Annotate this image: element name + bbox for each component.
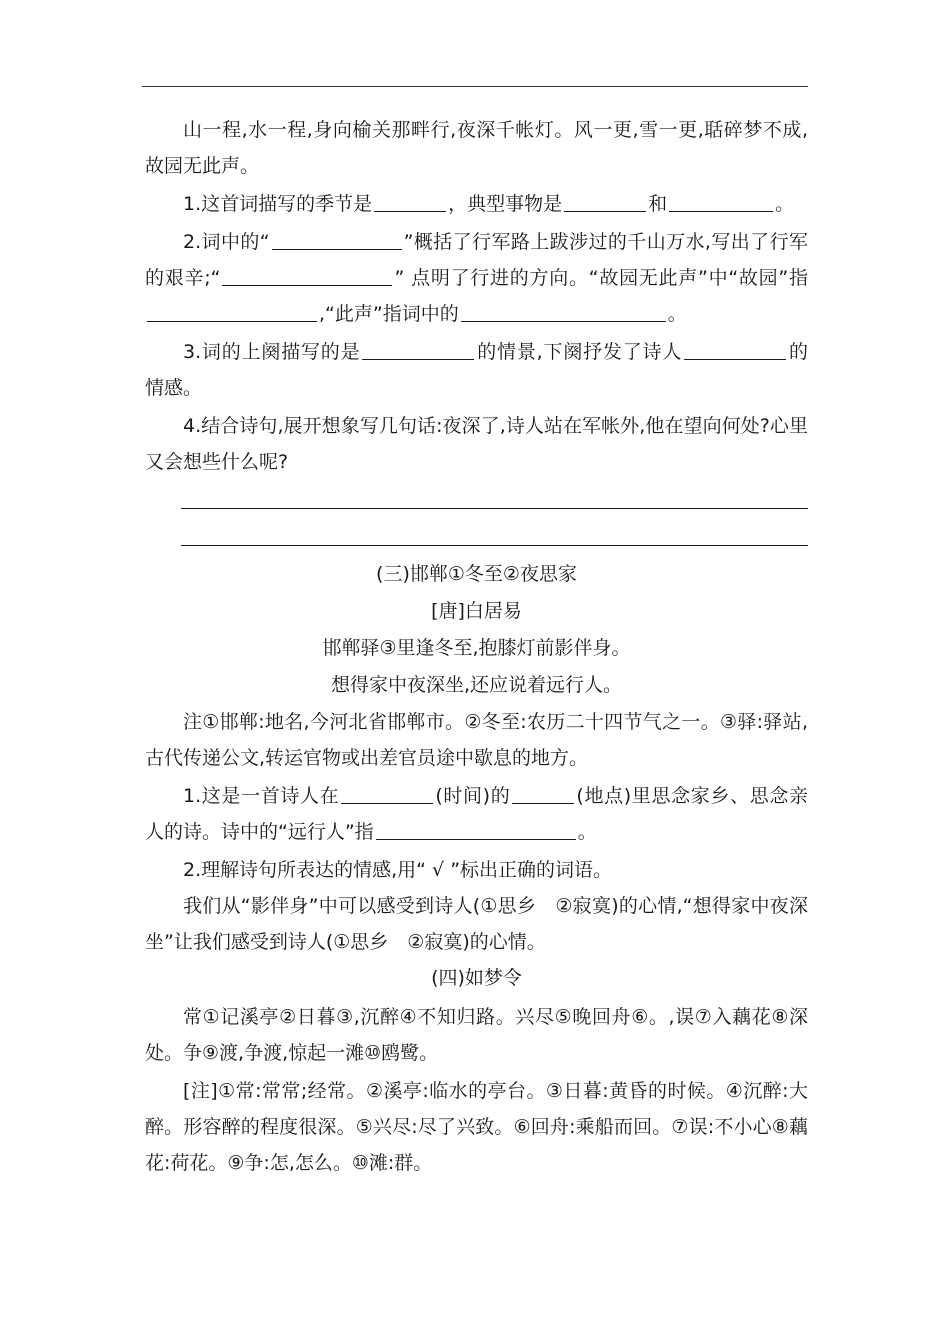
answer-blank[interactable] (362, 338, 474, 360)
question-text: ,“此声”指词中的 (319, 303, 459, 325)
question-text: 2.词中的“ (183, 231, 270, 253)
header-rule (142, 86, 808, 87)
answer-blank[interactable] (564, 190, 646, 212)
question-text: ，典型事物是 (448, 193, 563, 215)
question-text: 的情景,下阕抒发了诗人 (476, 341, 683, 363)
question-2 (145, 224, 808, 332)
answer-blank[interactable] (376, 818, 576, 840)
answer-blank[interactable] (341, 782, 433, 804)
question-4: 4.结合诗句,展开想象写几句话:夜深了,诗人站在军帐外,他在望向何处?心里又会想些什么呢? (145, 415, 808, 473)
question-text: (地点)里思念家乡、思念亲人的诗。诗中的“远行人”指 (145, 785, 809, 843)
question-1 (145, 186, 808, 222)
question-text: 和 (648, 193, 668, 215)
question-text: 3.词的上阕描写的是 (183, 341, 361, 363)
poem2-question-1 (145, 778, 808, 850)
poem2-line-1: 邯郸驿③里逢冬至,抱膝灯前影伴身。 (322, 637, 631, 659)
answer-blank[interactable] (461, 300, 666, 322)
poem2-line-2: 想得家中夜深坐,还应说着远行人。 (330, 674, 623, 696)
question-text: 。 (775, 193, 795, 215)
question-text: 1.这是一首诗人在 (183, 785, 340, 807)
answer-blank[interactable] (272, 228, 402, 250)
poem1-text: 山一程,水一程,身向榆关那畔行,夜深千帐灯。风一更,雪一更,聒碎梦不成,故园无此声。 (145, 119, 808, 177)
poem3-note: [注]①常:常常;经常。②溪亭:临水的亭台。③日暮:黄昏的时候。④沉醉:大醉。形容醉的程度很深。⑤兴尽:尽了兴致。⑥回舟:乘船而回。⑦误:不小心⑧藕花:荷花。⑨争:怎,怎么。⑩滩:群。 (145, 1080, 808, 1174)
answer-blank[interactable] (222, 264, 392, 286)
question-text: 。 (667, 303, 687, 325)
worksheet-content (145, 112, 808, 1181)
poem2-title: (三)邯郸①冬至②夜思家 (376, 563, 577, 585)
answer-blank[interactable] (684, 338, 786, 360)
question-text: 。 (577, 821, 597, 843)
answer-blank[interactable] (512, 782, 574, 804)
question-text: ” 点明了行进的方向。“故园无此声”中“故园”指 (394, 267, 808, 289)
poem2-question-2: 2.理解诗句所表达的情感,用“ √ ”标出正确的词语。 (183, 859, 613, 881)
question-text: (时间)的 (435, 785, 511, 807)
poem3-text: 常①记溪亭②日暮③,沉醉④不知归路。兴尽⑤晚回舟⑥。,误⑦入藕花⑧深处。争⑨渡,争渡,惊起一滩⑩鸥鹭。 (145, 1006, 808, 1064)
question-text: 1.这首词描写的季节是 (183, 193, 373, 215)
question-text: 的情感。 (145, 341, 808, 399)
poem3-title: (四)如梦令 (431, 967, 522, 989)
poem2-note: 注①邯郸:地名,今河北省邯郸市。②冬至:农历二十四节气之一。③驿:驿站,古代传递公文,转运官物或出差官员途中歇息的地方。 (145, 711, 808, 769)
answer-blank[interactable] (374, 190, 446, 212)
poem2-question-2-text: 我们从“影伴身”中可以感受到诗人(①思乡 ②寂寞)的心情,“想得家中夜深坐”让我们感受到诗人(①思乡 ②寂寞)的心情。 (145, 895, 808, 953)
answer-blank[interactable] (147, 300, 317, 322)
answer-line-2[interactable] (181, 545, 808, 546)
answer-blank[interactable] (669, 190, 773, 212)
question-text: ”概括了行军路上跋涉过的千山万水,写出了行军的艰辛;“ (145, 231, 808, 289)
poem2-author: [唐]白居易 (431, 600, 522, 622)
question-3 (145, 334, 808, 406)
answer-line-1[interactable] (181, 508, 808, 509)
